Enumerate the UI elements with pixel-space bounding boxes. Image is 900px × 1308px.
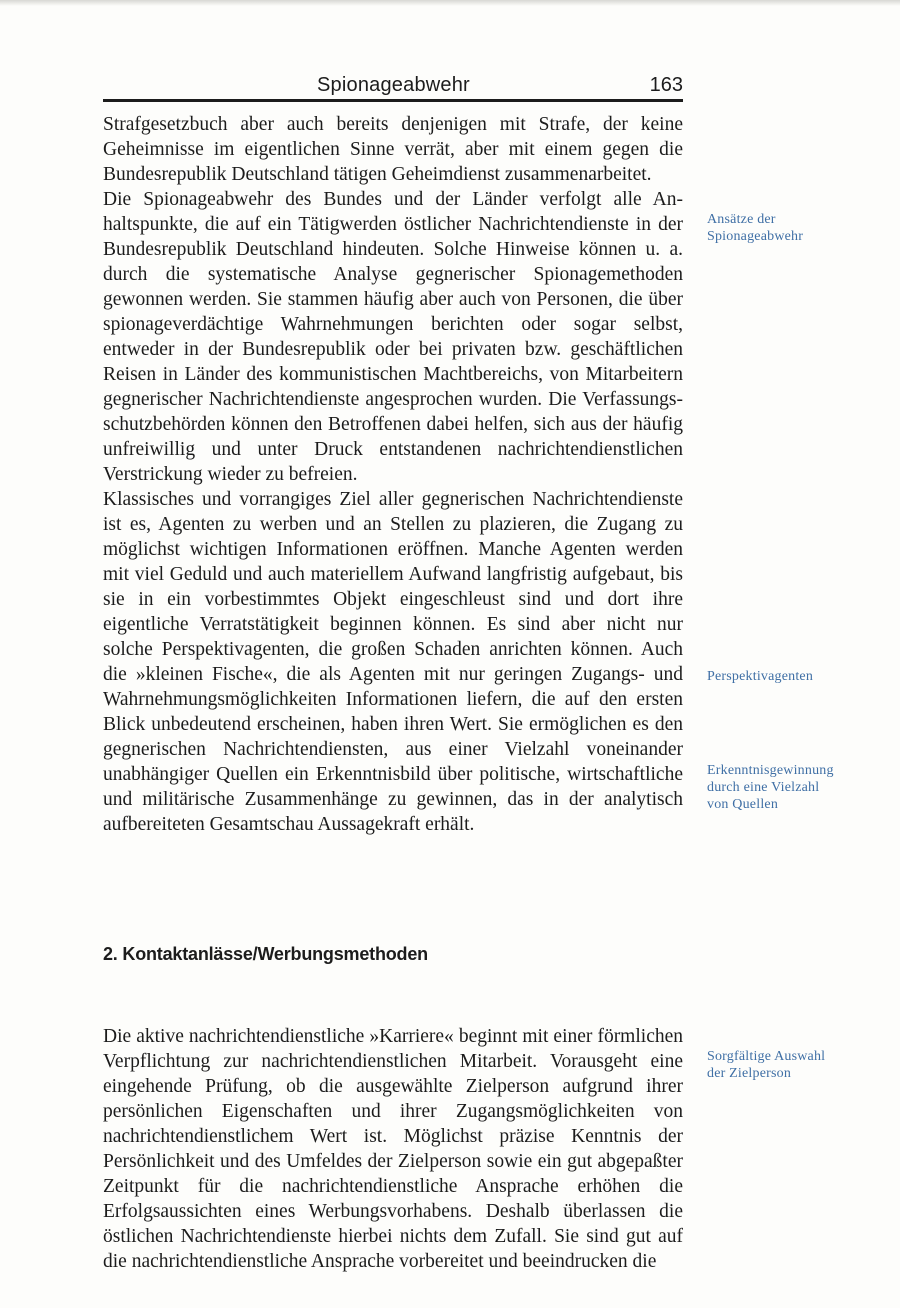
margin-note-line: Ansätze der bbox=[707, 212, 776, 227]
margin-note-line: durch eine Vielzahl bbox=[707, 780, 820, 795]
section-heading: 2. Kontaktanlässe/Werbungsmethoden bbox=[103, 944, 428, 964]
paragraph-karriere: Die aktive nachrichtendienstliche »Karriere« beginnt mit einer förmlichen Verpflichtung zur nachrichtendienstlichen Mitarbeit. Vorausgeht eine eingehende Prüfung, ob die ausgewählte Zielperson aufgrund ihrer persönlichen Eigenschaften und ihrer Zugangsmöglichkeiten von nachrichtendienstlichem Wert ist. Möglichst präzise Kenntnis der Persönlichkeit und des Umfeldes der Zielperson sowie ein gut abgepaßter Zeitpunkt für die nachrichtendienstliche Ansprache erhöhen die Erfolgsaussichten eines Werbungsvorhabens. Deshalb überlassen die östlichen Nachrichtendienste hierbei nichts dem Zufall. Sie sind gut auf die nachrichtendienstliche Ansprache vorbereitet und beeindrucken die bbox=[103, 1026, 683, 1272]
paragraph-strafgesetzbuch: Strafgesetzbuch aber auch bereits denjenigen mit Strafe, der keine Geheimnisse im eigentlichen Sinne verrät, aber mit einem gegen die Bundesrepublik Deutschland tätigen Geheimdienst zusammenarbeitet. bbox=[103, 114, 683, 185]
running-header-title: Spionageabwehr bbox=[317, 74, 470, 96]
margin-note-line: der Zielperson bbox=[707, 1066, 792, 1081]
paragraph-spionageabwehr: Die Spionageabwehr des Bundes und der Länder verfolgt alle Anhaltspunkte, die auf ein Tätigwerden östlicher Nachrichtendienste in der Bundesrepublik Deutschland hindeuten. Solche Hinweise können u. a. durch die systematische Analyse gegnerischer Spionagemethoden gewonnen werden. Sie stammen häufig aber auch von Personen, die über spionageverdächtige Wahrnehmungen berichten oder sogar selbst, entweder in der Bundesrepublik oder bei privaten bzw. geschäftlichen Reisen in Länder des kommunistischen Machtbereichs, von Mitarbeitern gegnerischer Nachrichtendienste angesprochen wurden. Die Verfassungsschutzbehörden können den Betroffenen dabei helfen, sich aus der häufig unfreiwillig und unter Druck entstandenen nachrichtendienstlichen Verstrickung wieder zu befreien. bbox=[103, 189, 683, 485]
margin-note-line: von Quellen bbox=[707, 797, 779, 812]
paragraph-klassisches-ziel: Klassisches und vorrangiges Ziel aller gegnerischen Nachrichtendienste ist es, Agenten zu werben und an Stellen zu plazieren, die Zugang zu möglichst wichtigen Informationen eröffnen. Manche Agenten werden mit viel Geduld und auch materiellem Aufwand langfristig aufgebaut, bis sie in ein vorbestimmtes Objekt eingeschleust sind und dort ihre eigentliche Verratstätigkeit beginnen können. Es sind aber nicht nur solche Perspektivagenten, die großen Schaden anrichten können. Auch die »kleinen Fische«, die als Agenten mit nur geringen Zugangs- und Wahrnehmungsmöglichkeiten Informationen liefern, die auf den ersten Blick unbedeutend erscheinen, haben ihren Wert. Sie ermöglichen es den gegnerischen Nachrichtendiensten, aus einer Vielzahl voneinander unabhängiger Quellen ein Erkenntnisbild über politische, wirtschaftliche und militärische Zusammenhänge zu gewinnen, das in der analytisch aufbereiteten Gesamtschau Aussagekraft erhält. bbox=[103, 489, 683, 835]
margin-note-auswahl bbox=[707, 1048, 892, 1082]
header-rule bbox=[103, 99, 683, 102]
margin-note-ansaetze bbox=[707, 211, 892, 245]
margin-note-line: Sorgfältige Auswahl bbox=[707, 1049, 826, 1064]
margin-note-line: Perspektivagenten bbox=[707, 669, 814, 684]
section-text-block bbox=[103, 1024, 683, 1274]
page-number: 163 bbox=[649, 74, 683, 96]
margin-note-perspektivagenten bbox=[707, 668, 892, 685]
page-top-edge bbox=[0, 0, 900, 6]
main-text-block bbox=[103, 112, 683, 837]
running-header bbox=[103, 74, 683, 98]
margin-note-line: Spionageabwehr bbox=[707, 229, 804, 244]
margin-note-erkenntnisgewinnung bbox=[707, 762, 892, 813]
margin-note-line: Erkenntnisgewinnung bbox=[707, 763, 834, 778]
